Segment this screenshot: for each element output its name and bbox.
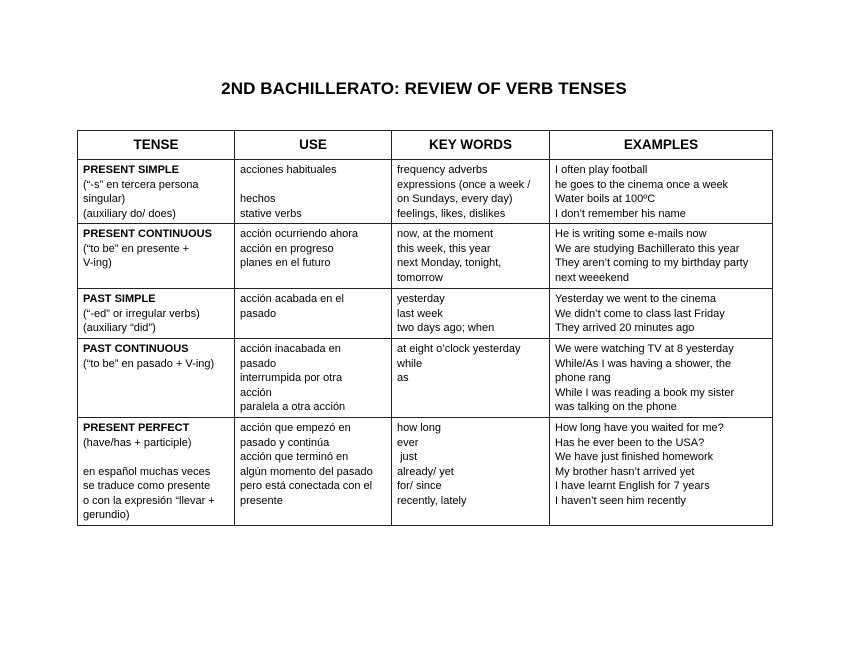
example-line: We have just finished homework — [555, 451, 714, 463]
table-row — [78, 160, 773, 224]
key-word-line: on Sundays, every day) — [397, 193, 513, 205]
example-line: We didn’t come to class last Friday — [555, 307, 725, 320]
key-word-line: just — [397, 451, 418, 463]
tense-note: o con la expresión “llevar + — [83, 494, 215, 507]
key-word-line: as — [397, 372, 409, 384]
use-line: acción en progreso — [240, 242, 334, 255]
tense-note: (“to be” en pasado + V-ing) — [83, 357, 215, 370]
example-line: I often play football — [555, 164, 648, 176]
example-line: We were watching TV at 8 yesterday — [555, 343, 734, 355]
tense-note: V-ing) — [83, 257, 112, 269]
tense-note — [83, 450, 229, 465]
verb-tenses-table — [77, 130, 773, 526]
tense-name: PAST SIMPLE — [83, 293, 156, 305]
key-word-line: already/ yet — [397, 465, 454, 478]
table-row — [78, 224, 773, 289]
example-line: Yesterday we went to the cinema — [555, 293, 717, 305]
key-words-cell — [392, 339, 550, 418]
use-line: algún momento del pasado — [240, 465, 373, 478]
key-word-line: this week, this year — [397, 242, 491, 255]
key-words-cell — [392, 160, 550, 224]
examples-cell — [550, 289, 773, 339]
example-line: was talking on the phone — [555, 401, 677, 413]
example-line: We are studying Bachillerato this year — [555, 242, 740, 255]
use-cell — [235, 339, 392, 418]
header-examples: EXAMPLES — [550, 131, 773, 160]
tense-note: (“-s” en tercera persona — [83, 178, 199, 191]
use-cell — [235, 160, 392, 224]
key-word-line: for/ since — [397, 480, 442, 492]
header-key-words: KEY WORDS — [392, 131, 550, 160]
tense-note: singular) — [83, 193, 126, 205]
use-line: acción inacabada en — [240, 343, 341, 355]
use-line: acción que terminó en — [240, 451, 349, 463]
example-line: Water boils at 100ºC — [555, 193, 656, 205]
table-header-row — [78, 131, 773, 160]
use-line: pasado — [240, 307, 277, 320]
tense-note: (“to be” en presente + — [83, 242, 190, 255]
use-line: stative verbs — [240, 207, 302, 220]
table-row — [78, 418, 773, 526]
table-row — [78, 339, 773, 418]
example-line: I don’t remember his name — [555, 207, 686, 220]
key-word-line: feelings, likes, dislikes — [397, 207, 506, 220]
key-word-line: yesterday — [397, 293, 445, 305]
key-words-cell — [392, 289, 550, 339]
tense-name: PRESENT CONTINUOUS — [83, 228, 212, 240]
tense-name: PRESENT PERFECT — [83, 422, 190, 434]
example-line: He is writing some e-mails now — [555, 228, 707, 240]
use-line: presente — [240, 494, 283, 507]
tense-note: (“-ed” or irregular verbs) — [83, 307, 200, 320]
use-line — [240, 178, 386, 193]
example-line: They arrived 20 minutes ago — [555, 322, 695, 334]
key-word-line: recently, lately — [397, 494, 467, 507]
example-line: They aren’t coming to my birthday party — [555, 257, 749, 269]
use-line: acción que empezó en — [240, 422, 351, 434]
use-line: acción — [240, 386, 272, 399]
tense-cell — [78, 289, 235, 339]
tense-note: gerundio) — [83, 509, 130, 521]
key-word-line: now, at the moment — [397, 228, 493, 240]
example-line: phone rang — [555, 372, 611, 384]
key-word-line: next Monday, tonight, — [397, 257, 502, 269]
tense-name: PRESENT SIMPLE — [83, 164, 179, 176]
key-word-line: frequency adverbs — [397, 164, 488, 176]
document-title: 2ND BACHILLERATO: REVIEW OF VERB TENSES — [221, 79, 627, 98]
tense-cell — [78, 224, 235, 289]
use-line: pero está conectada con el — [240, 480, 373, 492]
example-line: I haven’t seen him recently — [555, 494, 686, 507]
example-line: next weeekend — [555, 271, 629, 284]
key-word-line: last week — [397, 307, 443, 320]
key-word-line: how long — [397, 422, 442, 434]
examples-cell — [550, 339, 773, 418]
tense-note: en español muchas veces — [83, 465, 211, 478]
use-line: acción ocurriendo ahora — [240, 228, 359, 240]
key-word-line: while — [397, 357, 423, 370]
header-tense: TENSE — [78, 131, 235, 160]
use-line: acciones habituales — [240, 164, 337, 176]
examples-cell — [550, 224, 773, 289]
tense-note: (auxiliary “did”) — [83, 322, 156, 334]
key-word-line: two days ago; when — [397, 322, 495, 334]
example-line: Has he ever been to the USA? — [555, 436, 705, 449]
key-word-line: expressions (once a week / — [397, 178, 531, 191]
example-line: While/As I was having a shower, the — [555, 357, 732, 370]
tense-cell — [78, 418, 235, 526]
use-line: pasado — [240, 357, 277, 370]
use-line: acción acabada en el — [240, 293, 344, 305]
key-word-line: tomorrow — [397, 271, 443, 284]
key-words-cell — [392, 418, 550, 526]
tense-cell — [78, 160, 235, 224]
tense-name: PAST CONTINUOUS — [83, 343, 189, 355]
examples-cell — [550, 418, 773, 526]
examples-cell — [550, 160, 773, 224]
use-line: pasado y continúa — [240, 436, 330, 449]
table-row — [78, 289, 773, 339]
example-line: he goes to the cinema once a week — [555, 178, 729, 191]
tense-note: se traduce como presente — [83, 480, 211, 492]
example-line: How long have you waited for me? — [555, 422, 724, 434]
key-word-line: ever — [397, 436, 419, 449]
tense-cell — [78, 339, 235, 418]
use-line: hechos — [240, 193, 276, 205]
example-line: While I was reading a book my sister — [555, 386, 735, 399]
example-line: I have learnt English for 7 years — [555, 480, 710, 492]
key-words-cell — [392, 224, 550, 289]
key-word-line: at eight o’clock yesterday — [397, 343, 521, 355]
tense-note: (auxiliary do/ does) — [83, 207, 176, 220]
example-line: My brother hasn’t arrived yet — [555, 465, 695, 478]
use-line: paralela a otra acción — [240, 401, 346, 413]
use-cell — [235, 418, 392, 526]
use-cell — [235, 224, 392, 289]
use-line: planes en el futuro — [240, 257, 331, 269]
use-cell — [235, 289, 392, 339]
header-use: USE — [235, 131, 392, 160]
tense-note: (have/has + participle) — [83, 436, 192, 449]
use-line: interrumpida por otra — [240, 372, 343, 384]
